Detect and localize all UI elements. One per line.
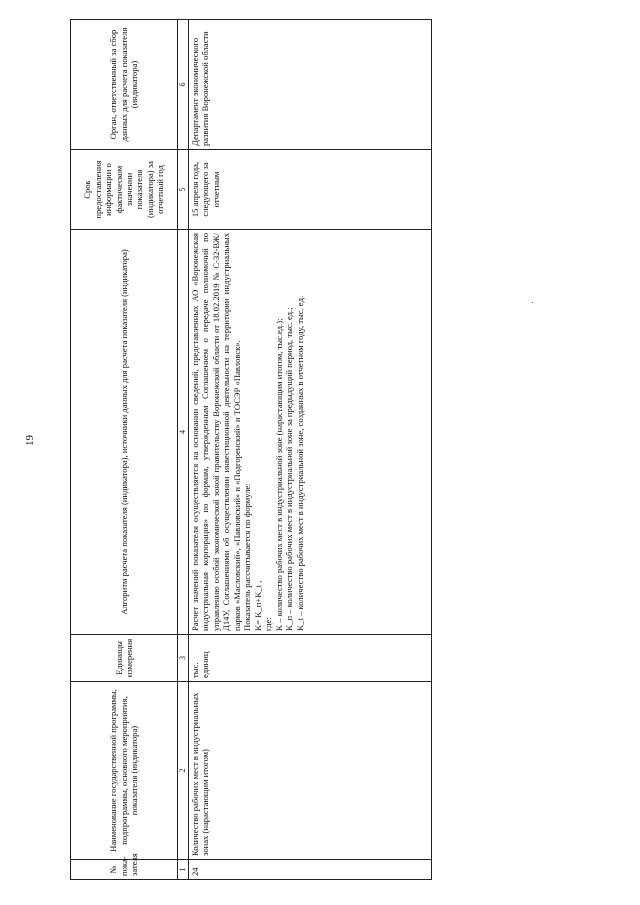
header-responsible: Орган, ответственный за сбор данных для расчета показателя (индикатора) [71, 20, 178, 150]
formula-where: где: [263, 617, 274, 631]
row-responsible: Департамент экономического развития Воронежской области [188, 20, 431, 150]
formula: K= K_п+K_t , [252, 580, 263, 631]
column-number: 1 [178, 860, 189, 880]
row-indicator-name: Количество рабочих мест в индустриальных зонах (нарастающим итогом) [188, 682, 431, 860]
formula-definition-kt: K_t – количество рабочих мест в индустриальной зоне, созданных в отчетном году, тыс. ед. [294, 295, 305, 631]
formula-intro: Показатель рассчитывается по формуле: [242, 483, 253, 631]
row-algorithm [188, 230, 431, 635]
column-number: 5 [178, 150, 189, 230]
column-number-row [178, 20, 189, 880]
header-unit: Единицы измерения [71, 635, 178, 682]
row-number: 24 [188, 860, 431, 880]
column-number: 2 [178, 682, 189, 860]
indicator-table [70, 19, 432, 880]
table-header-row [71, 20, 178, 880]
formula-definition-kp: K_п – количество рабочих мест в индустриальной зоне за предыдущий период, тыс. ед.; [284, 307, 295, 631]
rotated-table-container [70, 20, 438, 880]
page-number: 19 [24, 435, 36, 446]
scan-speck [532, 302, 533, 303]
header-algorithm: Алгоритм расчета показателя (индикатора), источники данных для расчета показателя (индикатора) [71, 230, 178, 635]
header-deadline: Срок предоставления информации о фактическом значении показателя (индикатора) за отчетный год [71, 150, 178, 230]
formula-definition-k: K – количество рабочих мест в индустриальной зоне (нарастающим итогом, тыс.ед.); [273, 318, 284, 631]
column-number: 4 [178, 230, 189, 635]
column-number: 6 [178, 20, 189, 150]
row-deadline: 15 апреля года, следующего за отчетным [188, 150, 431, 230]
algorithm-text: Расчет значений показателя осуществляется на основании сведений, представленных АО «Воронежская индустриальная корпорация» по формам, утвержденным Соглашением о передаче полномочий по управлению особой экономической зоной правительству Воронежской области от 18.02.2019 № С-32-ВЖ/Д14У, Соглашениями об осуществлении инвестиционной деятельности на территории индустриальных парков «Масловский», «Павловский» и «Подгоренский» и ТОСЭР «Павловск». [189, 233, 242, 631]
column-number: 3 [178, 635, 189, 682]
table-row [188, 20, 431, 880]
header-indicator-name: Наименование государственной программы, подпрограммы, основного мероприятия, показателя (индикатора) [71, 682, 178, 860]
header-indicator-number: № пока-зателя [71, 860, 178, 880]
row-unit: тыс. единиц [188, 635, 431, 682]
